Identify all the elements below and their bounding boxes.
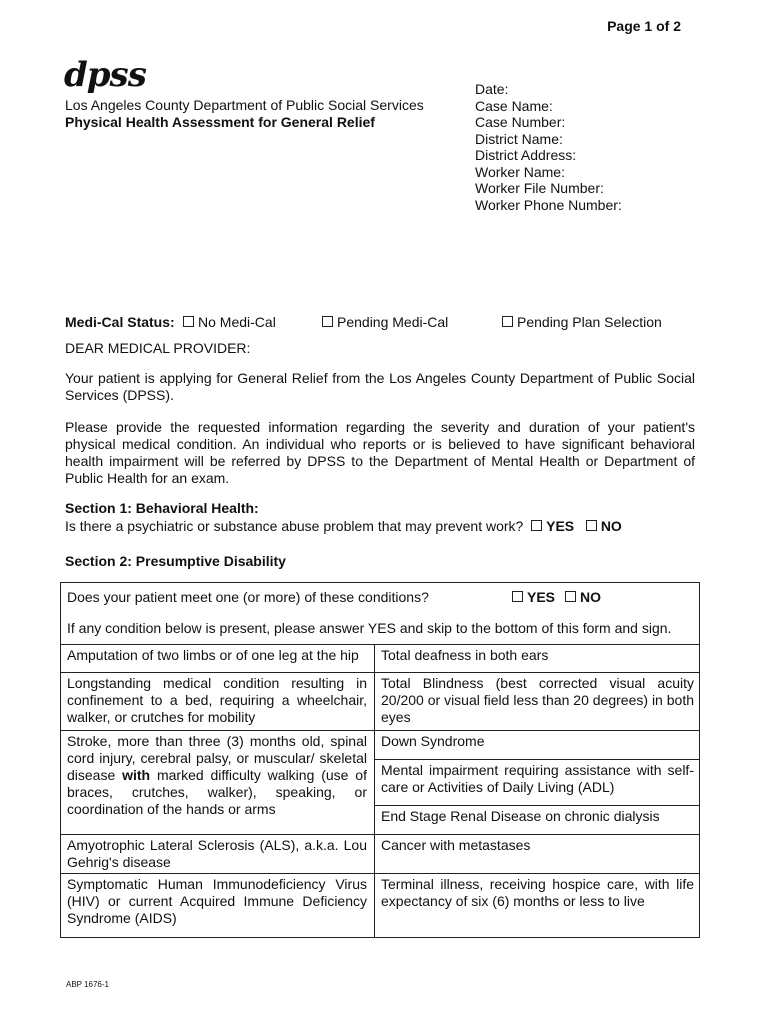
- pending-plan-checkbox[interactable]: [502, 316, 513, 327]
- table-divider: [374, 730, 699, 731]
- condition-terminal-illness: Terminal illness, receiving hospice care, with life expectancy of six (6) months or less to live: [381, 876, 694, 909]
- section1-question: Is there a psychiatric or substance abuse problem that may prevent work?: [65, 518, 524, 534]
- case-field-date: Date:: [475, 81, 509, 97]
- condition-cancer: Cancer with metastases: [381, 837, 531, 853]
- case-field-case-name: Case Name:: [475, 97, 553, 114]
- table-divider: [61, 834, 374, 835]
- presumptive-disability-table: [60, 582, 700, 938]
- section2-no-checkbox[interactable]: [565, 591, 576, 602]
- table-divider: [61, 672, 374, 673]
- pending-plan-option[interactable]: Pending Plan Selection: [502, 314, 662, 330]
- form-code: ABP 1676-1: [66, 980, 109, 989]
- condition-renal-disease: End Stage Renal Disease on chronic dialysis: [381, 808, 660, 824]
- table-divider: [374, 759, 699, 760]
- table-divider: [61, 730, 374, 731]
- section2-yes-checkbox[interactable]: [512, 591, 523, 602]
- instructions-paragraph: Please provide the requested information regarding the severity and duration of your patient's physical medical condition. An individual who reports or is believed to have significant behavioral health impairment will be referred by DPSS to the Department of Mental Health or Department of Public Health for an exam.: [65, 419, 695, 486]
- table-divider: [374, 873, 699, 874]
- condition-mental-impairment: Mental impairment requiring assistance with self-care or Activities of Daily Living (ADL): [381, 762, 694, 795]
- medical-status-label: Medi-Cal Status:: [65, 314, 175, 330]
- pending-medical-option[interactable]: Pending Medi-Cal: [322, 314, 448, 330]
- section2-heading: Section 2: Presumptive Disability: [65, 553, 286, 569]
- pending-medical-checkbox[interactable]: [322, 316, 333, 327]
- table-divider: [61, 873, 374, 874]
- table-divider: [374, 834, 699, 835]
- section1-yes-checkbox[interactable]: [531, 520, 542, 531]
- case-field-worker-phone-number: Worker Phone Number:: [475, 196, 622, 213]
- table-divider: [61, 644, 699, 645]
- form-title: Physical Health Assessment for General Relief: [65, 114, 375, 130]
- condition-amputation: Amputation of two limbs or of one leg at the hip: [67, 647, 359, 663]
- table-column-divider: [374, 644, 375, 937]
- page-number: Page 1 of 2: [607, 18, 681, 34]
- condition-als: Amyotrophic Lateral Sclerosis (ALS), a.k.a. Lou Gehrig's disease: [67, 837, 367, 870]
- section1-yes-option[interactable]: YES: [531, 518, 574, 534]
- case-field-worker-file-number: Worker File Number:: [475, 180, 604, 196]
- medical-status-row: [65, 314, 705, 334]
- condition-stroke: Stroke, more than three (3) months old, spinal cord injury, cerebral palsy, or muscular/ skeletal disease with marked difficulty walking (use of braces, crutches, walker), speaking, or coordination of the hands or arms: [67, 733, 367, 817]
- condition-longstanding: Longstanding medical condition resulting in confinement to a bed, requiring a wheelchair, walker, or crutches for mobility: [67, 675, 367, 725]
- condition-deafness: Total deafness in both ears: [381, 647, 549, 663]
- section2-yes-option[interactable]: YES: [512, 589, 555, 605]
- condition-hiv-aids: Symptomatic Human Immunodeficiency Virus (HIV) or current Acquired Immune Deficiency Syndrome (AIDS): [67, 876, 367, 926]
- no-medical-checkbox[interactable]: [183, 316, 194, 327]
- section1-no-checkbox[interactable]: [586, 520, 597, 531]
- section2-question: Does your patient meet one (or more) of these conditions?: [67, 589, 429, 605]
- case-field-district-name: District Name:: [475, 130, 563, 147]
- case-info-block: [475, 81, 622, 213]
- intro-paragraph: Your patient is applying for General Relief from the Los Angeles County Department of Public Social Services (DPSS).: [65, 370, 695, 403]
- section1-no-option[interactable]: NO: [586, 518, 622, 534]
- section2-no-option[interactable]: NO: [565, 589, 601, 605]
- organization-name: Los Angeles County Department of Public Social Services: [65, 97, 424, 113]
- condition-down-syndrome: Down Syndrome: [381, 733, 485, 749]
- section2-options: [512, 589, 601, 605]
- dpss-logo: dpss: [64, 55, 146, 95]
- condition-blindness: Total Blindness (best corrected visual acuity 20/200 or visual field less than 20 degrees) in both eyes: [381, 675, 694, 725]
- section1-question-row: [65, 518, 622, 534]
- case-field-case-number: Case Number:: [475, 114, 566, 130]
- case-field-worker-name: Worker Name:: [475, 163, 565, 180]
- section2-instruction: If any condition below is present, please answer YES and skip to the bottom of this form and sign.: [67, 620, 672, 636]
- section1-heading: Section 1: Behavioral Health:: [65, 500, 259, 516]
- table-divider: [374, 805, 699, 806]
- table-divider: [374, 672, 699, 673]
- no-medical-option[interactable]: No Medi-Cal: [183, 314, 276, 330]
- salutation: DEAR MEDICAL PROVIDER:: [65, 340, 251, 356]
- case-field-district-address: District Address:: [475, 147, 577, 163]
